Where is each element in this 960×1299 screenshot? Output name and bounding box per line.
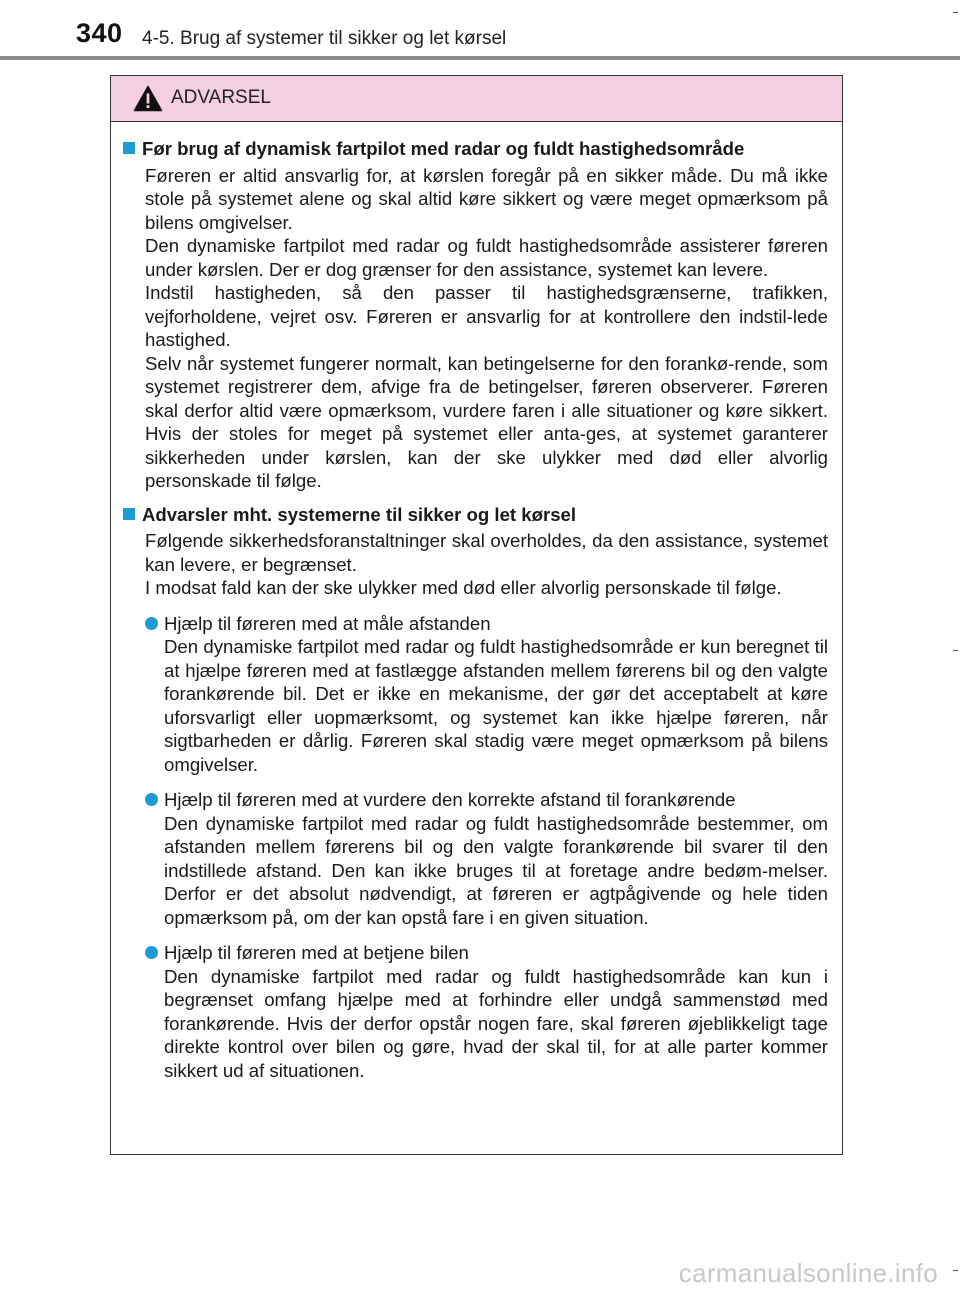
page-number: 340 <box>76 18 123 48</box>
section-before-use <box>123 137 828 493</box>
warning-title: ADVARSEL <box>171 87 271 108</box>
section-warnings <box>123 503 828 1083</box>
paragraph: Den dynamiske fartpilot med radar og fuldt hastighedsområde assisterer føreren under kørslen. Der er dog grænser for den assistance, systemet kan levere. <box>145 235 828 280</box>
crop-mark-bottom-right <box>953 1270 958 1271</box>
section-heading-text: Advarsler mht. systemerne til sikker og let kørsel <box>142 503 577 525</box>
square-bullet-icon <box>123 508 135 520</box>
section-heading <box>123 137 828 161</box>
paragraph: Selv når systemet fungerer normalt, kan betingelserne for den forankø-rende, som systemet registrerer dem, afvige fra de betingelser, føreren observerer. Føreren skal derfor altid være opmærksom, vurdere faren i alle situationer og køre sikkert. Hvis der stoles for meget på systemet eller anta-ges, at systemet garanterer sikkerheden under kørslen, kan der ske ulykker med død eller alvorlig personskade til følge. <box>145 352 828 491</box>
list-item-body <box>164 612 828 777</box>
square-bullet-icon <box>123 142 135 154</box>
round-bullet-icon <box>145 946 158 959</box>
warning-triangle-icon <box>133 85 163 112</box>
warning-box <box>110 75 843 1155</box>
paragraph: Indstil hastigheden, så den passer til hastighedsgrænserne, trafikken, vejforholdene, vejret osv. Føreren er ansvarlig for at kontrollere den indstil-lede hastighed. <box>145 282 828 350</box>
list-item-body <box>164 941 828 1082</box>
paragraph: Føreren er altid ansvarlig for, at kørslen foregår på en sikker måde. Du må ikke stole på systemet alene og skal altid køre sikkert og være meget opmærksom på bilens omgivelser. <box>145 164 828 233</box>
list-item <box>145 941 828 1082</box>
list-item-title: Hjælp til føreren med at betjene bilen <box>164 942 469 963</box>
header-rule <box>0 56 960 60</box>
crop-mark-top-right <box>953 12 958 13</box>
section-heading-text: Før brug af dynamisk fartpilot med radar og fuldt hastighedsområde <box>142 138 745 159</box>
section-title: 4-5. Brug af systemer til sikker og let kørsel <box>142 28 507 49</box>
round-bullet-icon <box>145 617 158 630</box>
paragraph: I modsat fald kan der ske ulykker med død eller alvorlig personskade til følge. <box>145 577 782 598</box>
list-item <box>145 788 828 929</box>
warning-content <box>111 122 842 1082</box>
section-heading <box>123 503 828 527</box>
list-item-body <box>164 788 828 929</box>
list-item-title: Hjælp til føreren med at måle afstanden <box>164 612 491 634</box>
paragraph: Følgende sikkerhedsforanstaltninger skal overholdes, da den assistance, systemet kan levere, er begrænset. <box>145 530 828 575</box>
page-header <box>0 0 960 49</box>
list-item <box>145 612 828 777</box>
list-item-text: Den dynamiske fartpilot med radar og fuldt hastighedsområde kan kun i begrænset omfang hjælpe med at forhindre eller undgå sammenstød med forankørende. Hvis der derfor opstår nogen fare, skal føreren øjeblikkeligt tage direkte kontrol over bilen og gøre, hvad der skal til, for at alle parter kommer sikkert ud af situationen. <box>164 965 828 1081</box>
list-item-text: Den dynamiske fartpilot med radar og fuldt hastighedsområde er kun beregnet til at hjælpe føreren med at fastlægge afstanden mellem førerens bil og den valgte forankørende bil. Det er ikke en mekanisme, der gør det acceptabelt at køre uforsvarligt eller uopmærksomt, og systemet kan ikke hjælpe føreren, når sigtbarheden er dårlig. Føreren skal stadig være meget opmærksom på bilens omgivelser. <box>164 636 828 775</box>
list-item-title: Hjælp til føreren med at vurdere den korrekte afstand til forankørende <box>164 789 736 810</box>
list-item-text: Den dynamiske fartpilot med radar og fuldt hastighedsområde bestemmer, om afstanden mellem førerens bil og den valgte forankørende bil svarer til den indstillede afstand. Den kan ikke bruges til at foretage andre bedøm-melser. Derfor er det absolut nødvendigt, at føreren er agtpågivende og hele tiden opmærksom på, om der kan opstå fare i en given situation. <box>164 812 828 928</box>
round-bullet-icon <box>145 793 158 806</box>
warning-header <box>111 76 842 122</box>
crop-mark-mid-right <box>953 650 958 651</box>
watermark: carmanualsonline.info <box>678 1258 938 1288</box>
